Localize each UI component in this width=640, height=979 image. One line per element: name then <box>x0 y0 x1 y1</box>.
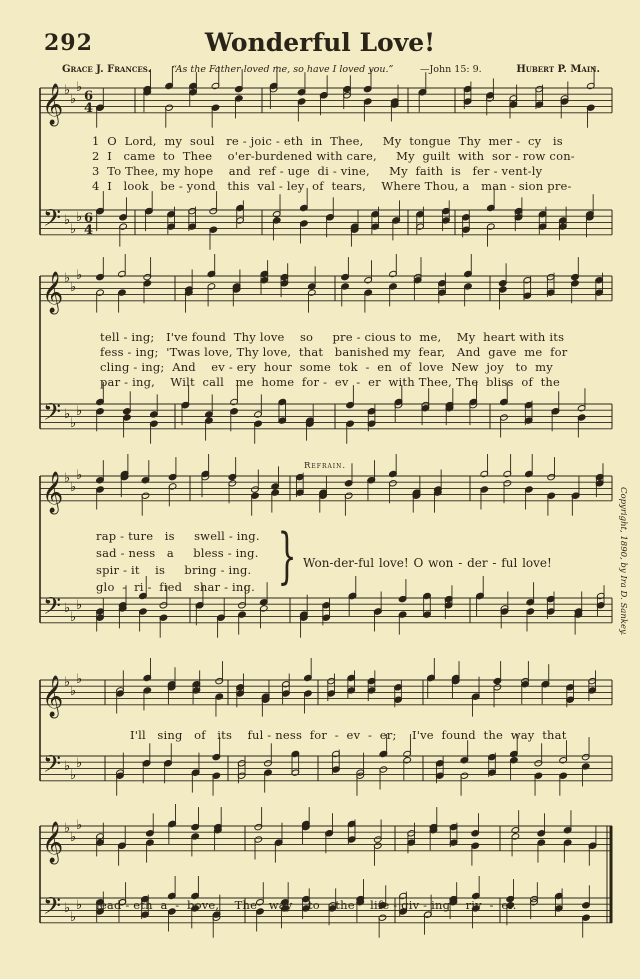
scripture-reference: —John 15: 9. <box>420 64 482 75</box>
lyric-line: tell - ing; I've found Thy love so pre - cious to me, My heart with its <box>100 330 565 344</box>
treble-clef-icon: 𝄞 <box>42 272 64 313</box>
lyric-line: rap - ture is swell - ing. <box>96 529 260 543</box>
flat-icon: ♭ <box>70 684 77 699</box>
flat-icon: ♭ <box>76 468 83 483</box>
flat-icon: ♭ <box>70 768 77 783</box>
flat-icon: ♭ <box>64 601 71 616</box>
lyric-line: fess - ing; 'Twas love, Thy love, that banished my fear, And gave me for <box>100 345 568 359</box>
composer-credit: Hubert P. Main. <box>516 64 600 75</box>
bass-clef-icon: 𝄢 <box>43 398 62 431</box>
flat-icon: ♭ <box>64 821 71 836</box>
flat-icon: ♭ <box>70 910 77 925</box>
flat-icon: ♭ <box>70 416 77 431</box>
lyric-line: sad - ness a bless - ing. <box>96 546 259 560</box>
lyric-line: glo - ri - fied shar - ing. <box>96 580 255 594</box>
lyric-line: 2 I came to Thee o'er-burdened with care, My guilt with sor - row con- <box>92 149 575 163</box>
lyric-line: 4 I look be - yond this val - ley of tears, Where Thou, a man - sion pre- <box>92 179 572 193</box>
flat-icon: ♭ <box>76 210 83 225</box>
flat-icon: ♭ <box>70 92 77 107</box>
lyric-line: par - ing, Wilt call me home for - ev - er with Thee, The bliss of the <box>100 375 561 389</box>
flat-icon: ♭ <box>76 404 83 419</box>
lyric-line: 3 To Thee, my hope and ref - uge di - vine, My faith is fer - vent-ly <box>92 164 543 178</box>
lyric-line: cling - ing; And ev - ery hour some tok - en of love New joy to my <box>100 360 553 374</box>
flat-icon: ♭ <box>64 407 71 422</box>
time-signature: 6 <box>84 89 94 104</box>
time-signature: 4 <box>84 223 94 238</box>
flat-icon: ♭ <box>64 83 71 98</box>
flat-icon: ♭ <box>64 471 71 486</box>
refrain-label: Refrain. <box>304 461 347 471</box>
treble-clef-icon: 𝄞 <box>42 822 64 863</box>
bass-clef-icon: 𝄢 <box>43 592 62 625</box>
flat-icon: ♭ <box>64 759 71 774</box>
flat-icon: ♭ <box>70 480 77 495</box>
bass-clef-icon: 𝄢 <box>43 750 62 783</box>
flat-icon: ♭ <box>64 675 71 690</box>
treble-clef-icon: 𝄞 <box>42 84 64 125</box>
hymn-title: Wonderful Love! <box>204 28 436 57</box>
flat-icon: ♭ <box>76 818 83 833</box>
treble-clef-icon: 𝄞 <box>42 676 64 717</box>
flat-icon: ♭ <box>70 610 77 625</box>
treble-clef-icon: 𝄞 <box>42 472 64 513</box>
lyric-line: 1 O Lord, my soul re - joic - eth in Thee, My tongue Thy mer - cy is <box>92 134 563 148</box>
time-signature: 4 <box>84 101 94 116</box>
author-credit: Grace J. Frances. <box>62 64 152 75</box>
lyric-line: spir - it is bring - ing. <box>96 563 252 577</box>
flat-icon: ♭ <box>64 271 71 286</box>
bass-clef-icon: 𝄢 <box>43 204 62 237</box>
chorus-text: Won-der-ful love! O won - der - ful love! <box>303 556 552 570</box>
copyright-notice: Copyright, 1890, by Ira D. Sankey. <box>618 487 628 636</box>
flat-icon: ♭ <box>70 280 77 295</box>
lyric-line: I'll sing of its ful - ness for - ev - er; I've found the way that <box>130 728 567 742</box>
flat-icon: ♭ <box>76 80 83 95</box>
flat-icon: ♭ <box>76 598 83 613</box>
hymn-number: 292 <box>44 30 93 56</box>
time-signature: 6 <box>84 211 94 226</box>
flat-icon: ♭ <box>64 213 71 228</box>
flat-icon: ♭ <box>76 672 83 687</box>
epigraph: “As the Father loved me, so have I loved you.” <box>172 64 394 75</box>
verse-brace: } <box>277 521 297 591</box>
lyric-line: lead - eth a - bove, The way to the life - giv - ing riv - er. <box>96 898 517 912</box>
flat-icon: ♭ <box>76 898 83 913</box>
flat-icon: ♭ <box>70 830 77 845</box>
flat-icon: ♭ <box>76 268 83 283</box>
flat-icon: ♭ <box>70 222 77 237</box>
flat-icon: ♭ <box>64 901 71 916</box>
bass-clef-icon: 𝄢 <box>43 892 62 925</box>
flat-icon: ♭ <box>76 756 83 771</box>
